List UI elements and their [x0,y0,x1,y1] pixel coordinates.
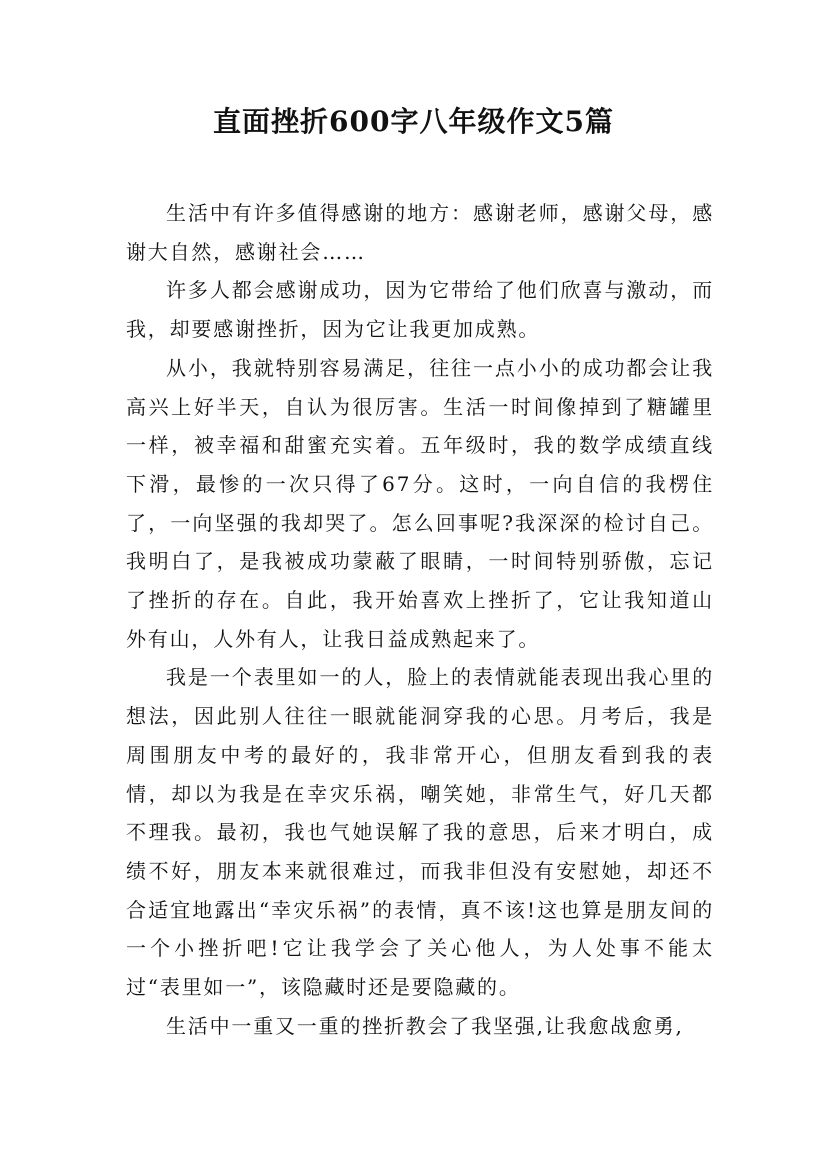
paragraph-1: 生活中有许多值得感谢的地方：感谢老师，感谢父母，感谢大自然，感谢社会…… [126,201,714,264]
paragraph-4: 我是一个表里如一的人，脸上的表情就能表现出我心里的想法，因此别人往往一眼就能洞穿我的心思。月考后，我是周围朋友中考的最好的，我非常开心，但朋友看到我的表情，却以为我是在幸灾乐祸，嘲笑她，非常生气，好几天都不理我。最初，我也气她误解了我的意思，后来才明白，成绩不好，朋友本来就很难过，而我非但没有安慰她，却还不合适宜地露出“幸灾乐祸”的表情，真不该!这也算是朋友间的一个小挫折吧!它让我学会了关心他人，为人处事不能太过“表里如一”，该隐藏时还是要隐藏的。 [126,665,714,1000]
paragraph-5: 生活中一重又一重的挫折教会了我坚强,让我愈战愈勇, [166,1013,684,1038]
document-title: 直面挫折600字八年级作文5篇 [213,105,614,138]
paragraph-3: 从小，我就特别容易满足，往往一点小小的成功都会让我高兴上好半天，自认为很厉害。生活一时间像掉到了糖罐里一样，被幸福和甜蜜充实着。五年级时，我的数学成绩直线下滑，最惨的一次只得了67分。这时，一向自信的我楞住了，一向坚强的我却哭了。怎么回事呢?我深深的检讨自己。我明白了，是我被成功蒙蔽了眼睛，一时间特别骄傲，忘记了挫折的存在。自此，我开始喜欢上挫折了，它让我知道山外有山，人外有人，让我日益成熟起来了。 [126,355,714,651]
document-body [126,194,714,1045]
paragraph-2: 许多人都会感谢成功，因为它带给了他们欣喜与激动，而我，却要感谢挫折，因为它让我更加成熟。 [126,278,714,342]
